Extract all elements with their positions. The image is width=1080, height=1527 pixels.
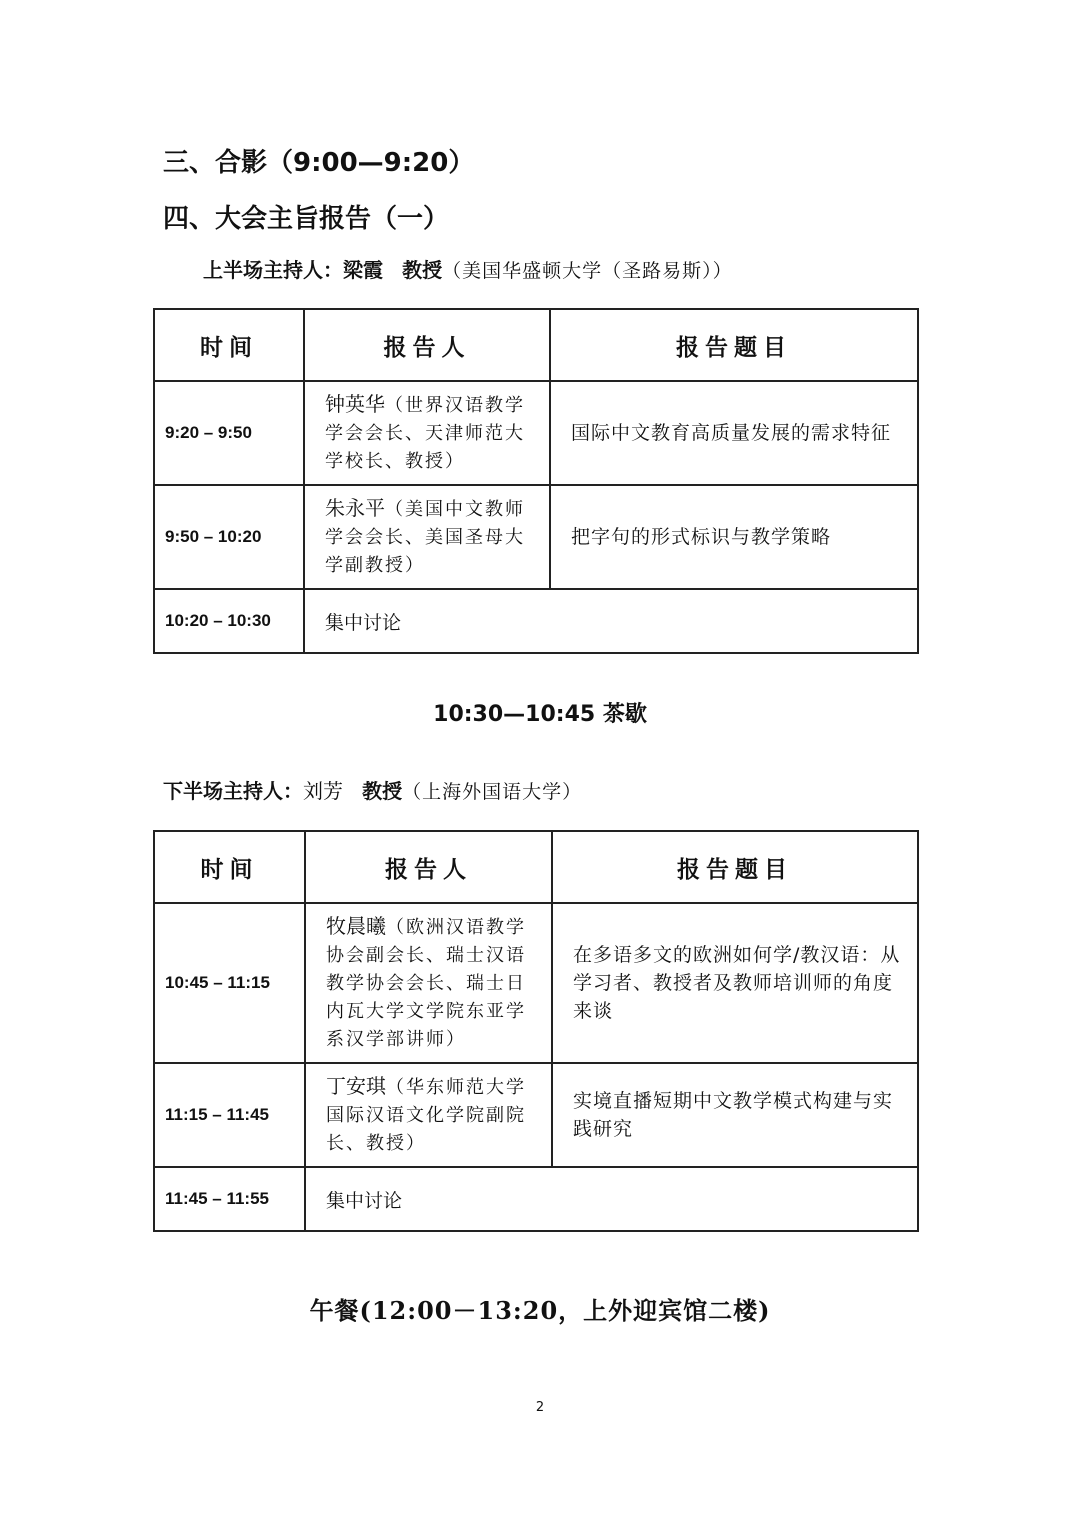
table-row: [154, 485, 918, 589]
lunch-notice: 午餐(12:00－13:20，上外迎宾馆二楼): [309, 1296, 771, 1325]
host-affiliation: （美国华盛顿大学（圣路易斯））: [442, 260, 733, 282]
row-speaker: [305, 903, 552, 1063]
row-speaker: [304, 381, 550, 485]
speaker-name: 牧晨曦: [326, 914, 386, 938]
header-time: 时间: [154, 831, 305, 903]
host-label: 上半场主持人：: [203, 258, 343, 282]
section-heading-keynote: 四、大会主旨报告（一）: [163, 204, 450, 234]
row-time: 9:50 – 10:20: [154, 485, 304, 589]
host-label: 下半场主持人：: [163, 779, 303, 803]
row-topic: 实境直播短期中文教学模式构建与实践研究: [552, 1063, 918, 1167]
table-header-row: [154, 309, 918, 381]
header-time: 时间: [154, 309, 304, 381]
table-row: [154, 1063, 918, 1167]
row-time: 10:45 – 11:15: [154, 903, 305, 1063]
speaker-info: （世界汉语教学学会会长、天津师范大学校长、教授）: [325, 395, 525, 472]
first-half-host: [203, 254, 733, 283]
table-row: [154, 381, 918, 485]
row-speaker: [305, 1063, 552, 1167]
discussion-label: 集中讨论: [304, 589, 918, 653]
row-time: 9:20 – 9:50: [154, 381, 304, 485]
row-time: 10:20 – 10:30: [154, 589, 304, 653]
header-topic: 报告题目: [552, 831, 918, 903]
host-title: 教授: [402, 258, 443, 282]
row-time: 11:15 – 11:45: [154, 1063, 305, 1167]
host-name: 刘芳: [303, 779, 343, 803]
row-topic: 把字句的形式标识与教学策略: [550, 485, 918, 589]
second-half-host: [163, 775, 582, 804]
row-topic: 国际中文教育高质量发展的需求特征: [550, 381, 918, 485]
host-affiliation: （上海外国语大学）: [402, 781, 583, 803]
row-topic: 在多语多文的欧洲如何学/教汉语：从学习者、教授者及教师培训师的角度来谈: [552, 903, 918, 1063]
table-header-row: [154, 831, 918, 903]
speaker-info: （欧洲汉语教学协会副会长、瑞士汉语教学协会会长、瑞士日内瓦大学文学院东亚学系汉学部讲师）: [326, 917, 526, 1050]
speaker-name: 朱永平: [325, 496, 385, 520]
section-heading-photo: 三、合影（9:00—9:20）: [163, 148, 475, 178]
table-row: [154, 903, 918, 1063]
header-speaker: 报告人: [305, 831, 552, 903]
row-time: 11:45 – 11:55: [154, 1167, 305, 1231]
table-row-discussion: [154, 589, 918, 653]
header-speaker: 报告人: [304, 309, 550, 381]
table-row-discussion: [154, 1167, 918, 1231]
tea-break: 10:30—10:45 茶歇: [433, 702, 647, 727]
first-half-schedule-table: [153, 308, 919, 654]
header-topic: 报告题目: [550, 309, 918, 381]
host-title: 教授: [362, 779, 403, 803]
speaker-name: 钟英华: [325, 392, 385, 416]
speaker-info: （华东师范大学国际汉语文化学院副院长、教授）: [326, 1077, 526, 1154]
row-speaker: [304, 485, 550, 589]
speaker-info: （美国中文教师学会会长、美国圣母大学副教授）: [325, 499, 525, 576]
page-number: 2: [535, 1400, 545, 1415]
discussion-label: 集中讨论: [305, 1167, 918, 1231]
speaker-name: 丁安琪: [326, 1074, 386, 1098]
second-half-schedule-table: [153, 830, 919, 1232]
host-name: 梁霞: [343, 258, 383, 282]
